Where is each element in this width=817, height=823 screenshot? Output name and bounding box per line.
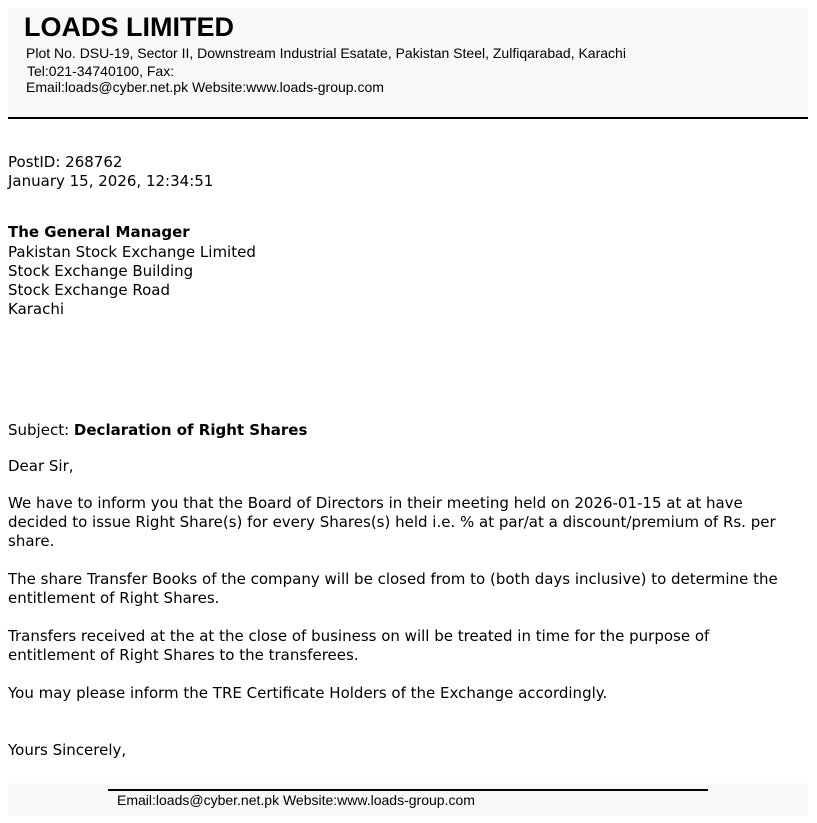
company-email-website: Email:loads@cyber.net.pk Website:www.loads-group.com [26, 79, 384, 95]
subject-text: Declaration of Right Shares [73, 421, 308, 439]
recipient-title: The General Manager [8, 223, 190, 241]
body-paragraph: We have to inform you that the Board of Directors in their meeting held on 2026-01-15 at at have decided to issue Right Share(s) for every Shares(s) held i.e. % at par/at a discount/premium of Rs. per share. [8, 494, 776, 550]
recipient-line: Stock Exchange Building [8, 262, 194, 280]
body-paragraph: You may please inform the TRE Certificate Holders of the Exchange accordingly. [8, 684, 608, 702]
recipient-line: Pakistan Stock Exchange Limited [8, 243, 256, 261]
post-id: PostID: 268762 [8, 153, 123, 171]
company-phone-fax: Tel:021-34740100, Fax: [27, 63, 175, 79]
company-address: Plot No. DSU-19, Sector II, Downstream Industrial Esatate, Pakistan Steel, Zulfiqarabad, Karachi [26, 45, 626, 61]
body-paragraph: The share Transfer Books of the company will be closed from to (both days inclusive) to determine the entitlement of Right Shares. [8, 570, 778, 607]
header-divider [8, 117, 808, 119]
salutation: Dear Sir, [8, 457, 74, 475]
company-name: LOADS LIMITED [24, 12, 234, 42]
body-paragraph: Transfers received at the at the close of business on will be treated in time for the purpose of entitlement of Right Shares to the transferees. [8, 627, 710, 664]
footer-email-website: Email:loads@cyber.net.pk Website:www.loads-group.com [117, 792, 475, 808]
recipient-line: Stock Exchange Road [8, 281, 170, 299]
post-datetime: January 15, 2026, 12:34:51 [8, 172, 214, 190]
letterhead [8, 8, 808, 117]
recipient-line: Karachi [8, 300, 65, 318]
closing: Yours Sincerely, [8, 741, 127, 759]
subject-line [8, 421, 307, 439]
footer-divider [108, 789, 708, 791]
subject-label: Subject: [8, 421, 70, 439]
footer [8, 783, 808, 816]
